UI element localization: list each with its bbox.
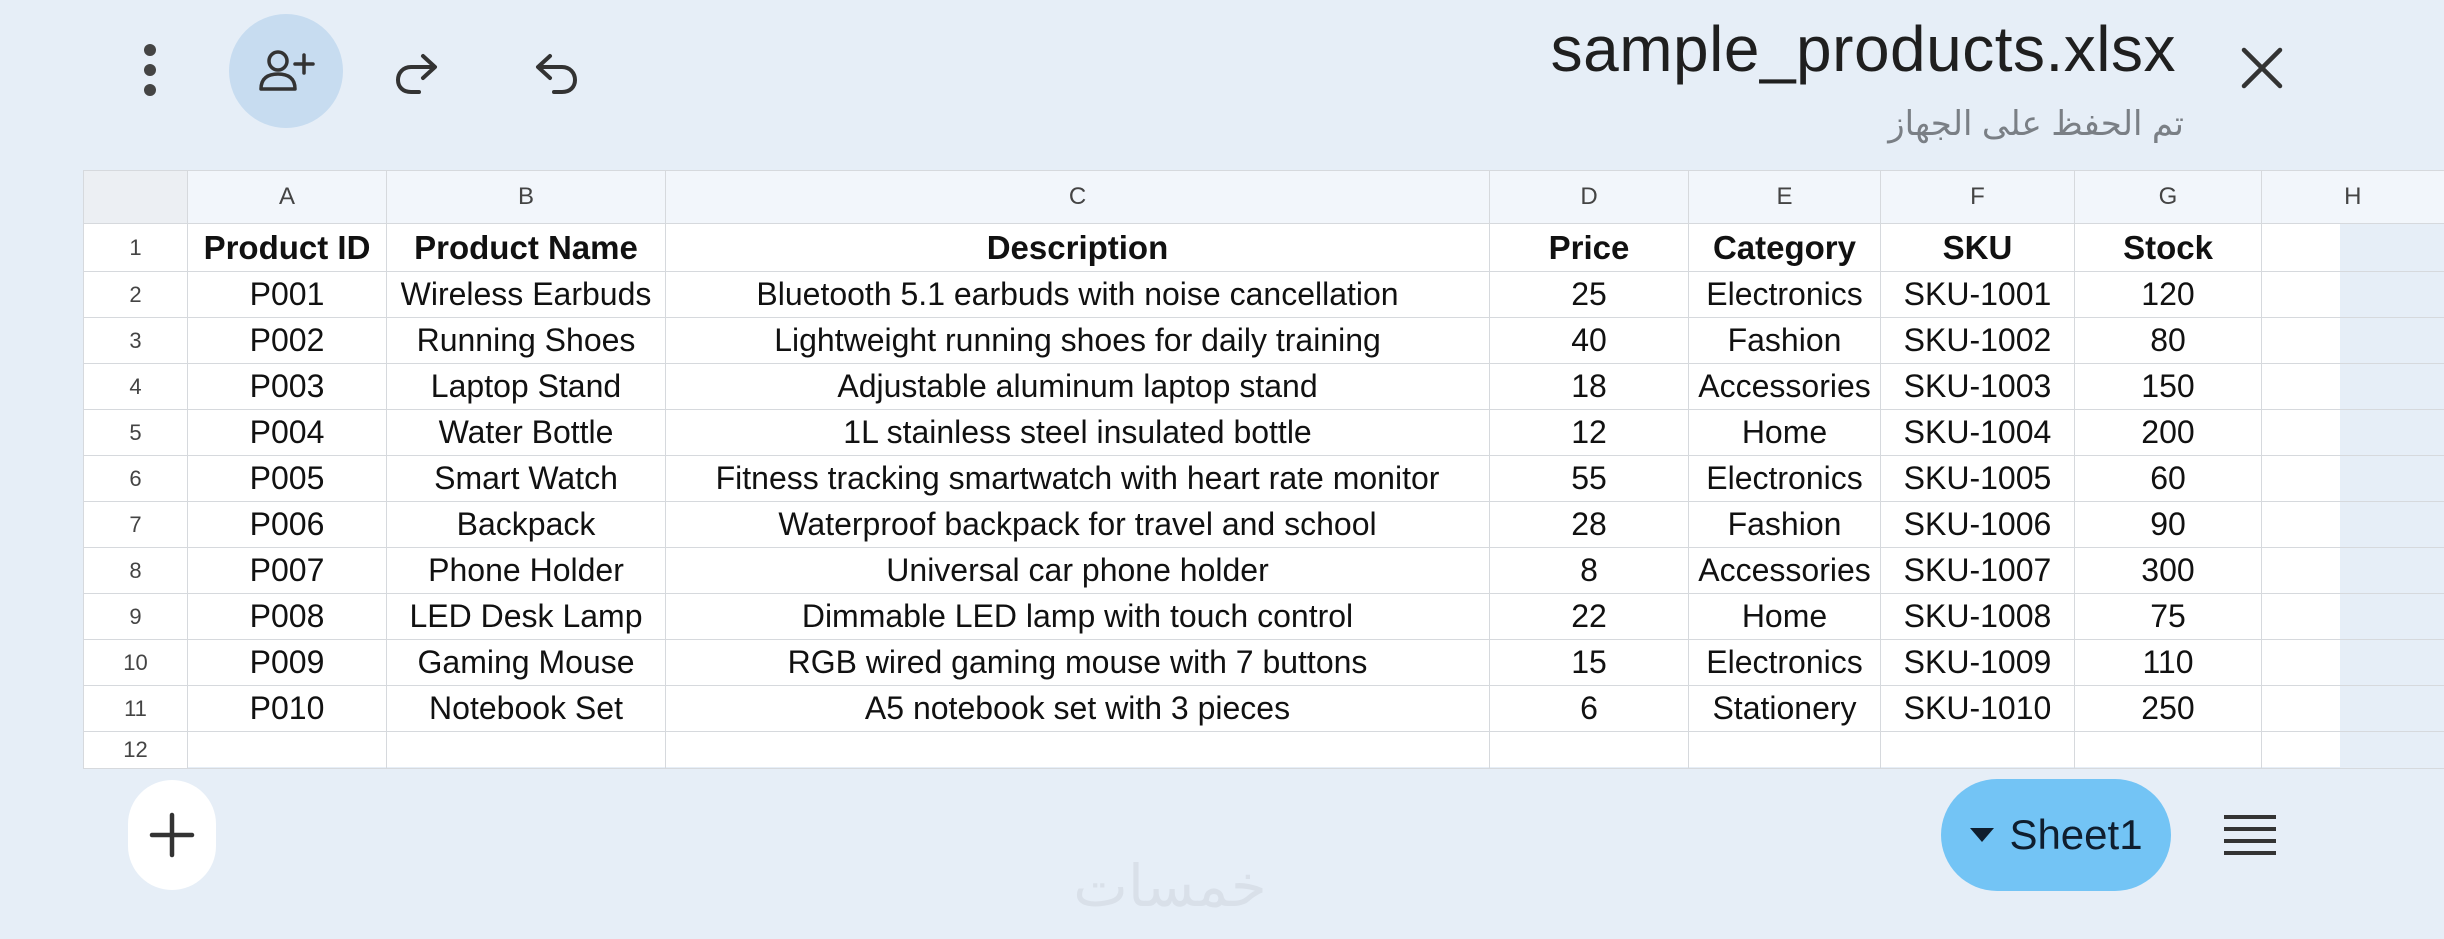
cell[interactable] bbox=[2262, 224, 2444, 272]
cell[interactable]: 75 bbox=[2075, 594, 2262, 640]
cell[interactable]: Home bbox=[1689, 410, 1881, 456]
cell[interactable]: SKU-1001 bbox=[1881, 272, 2075, 318]
cell[interactable]: 40 bbox=[1490, 318, 1689, 364]
table-row bbox=[84, 456, 2444, 502]
column-header[interactable]: F bbox=[1881, 171, 2075, 224]
cell[interactable]: 110 bbox=[2075, 640, 2262, 686]
cell[interactable]: SKU-1007 bbox=[1881, 548, 2075, 594]
cell[interactable] bbox=[2262, 410, 2444, 456]
cell[interactable]: P003 bbox=[188, 364, 387, 410]
cell[interactable]: 150 bbox=[2075, 364, 2262, 410]
sheet-list-button[interactable] bbox=[2220, 805, 2280, 865]
select-all-corner[interactable] bbox=[84, 171, 188, 224]
cell[interactable] bbox=[2262, 502, 2444, 548]
cell[interactable]: 55 bbox=[1490, 456, 1689, 502]
cell[interactable]: P009 bbox=[188, 640, 387, 686]
table-row bbox=[84, 272, 2444, 318]
cell[interactable]: Wireless Earbuds bbox=[387, 272, 666, 318]
triangle-down-icon bbox=[1969, 827, 1995, 843]
cell[interactable]: Lightweight running shoes for daily training bbox=[666, 318, 1490, 364]
cell[interactable]: Laptop Stand bbox=[387, 364, 666, 410]
file-title: sample_products.xlsx bbox=[1550, 13, 2176, 85]
cell[interactable]: SKU-1010 bbox=[1881, 686, 2075, 732]
undo-icon bbox=[530, 51, 580, 95]
cell[interactable] bbox=[2262, 732, 2444, 769]
cell[interactable]: Stationery bbox=[1689, 686, 1881, 732]
cell[interactable]: 28 bbox=[1490, 502, 1689, 548]
cell[interactable]: SKU-1004 bbox=[1881, 410, 2075, 456]
cell[interactable]: 200 bbox=[2075, 410, 2262, 456]
cell[interactable]: 12 bbox=[1490, 410, 1689, 456]
table-row bbox=[84, 594, 2444, 640]
cell[interactable] bbox=[2262, 456, 2444, 502]
table-row bbox=[84, 640, 2444, 686]
cell[interactable]: P008 bbox=[188, 594, 387, 640]
cell[interactable]: P007 bbox=[188, 548, 387, 594]
row-header[interactable]: 12 bbox=[84, 732, 188, 769]
sheet-tab-label: Sheet1 bbox=[2009, 811, 2143, 858]
cell[interactable]: 120 bbox=[2075, 272, 2262, 318]
cell[interactable]: Gaming Mouse bbox=[387, 640, 666, 686]
cell[interactable]: SKU-1009 bbox=[1881, 640, 2075, 686]
cell[interactable]: 80 bbox=[2075, 318, 2262, 364]
cell[interactable]: Water Bottle bbox=[387, 410, 666, 456]
cell[interactable]: Accessories bbox=[1689, 548, 1881, 594]
column-header[interactable]: B bbox=[387, 171, 666, 224]
close-icon bbox=[2240, 46, 2284, 90]
column-header[interactable]: G bbox=[2075, 171, 2262, 224]
cell[interactable]: Adjustable aluminum laptop stand bbox=[666, 364, 1490, 410]
cell[interactable] bbox=[188, 732, 387, 769]
cell[interactable] bbox=[387, 732, 666, 769]
watermark-logo bbox=[1025, 850, 1315, 924]
cell[interactable]: Home bbox=[1689, 594, 1881, 640]
sheet-tab-sheet1[interactable] bbox=[1941, 779, 2171, 891]
table-row bbox=[84, 364, 2444, 410]
share-button[interactable] bbox=[229, 14, 343, 128]
cell[interactable]: 15 bbox=[1490, 640, 1689, 686]
person-add-icon bbox=[258, 49, 314, 93]
undo-button[interactable] bbox=[522, 40, 588, 106]
cell[interactable]: Universal car phone holder bbox=[666, 548, 1490, 594]
cell[interactable]: Fashion bbox=[1689, 318, 1881, 364]
row-header[interactable]: 5 bbox=[84, 410, 188, 456]
redo-icon bbox=[393, 51, 443, 95]
cell[interactable] bbox=[1689, 732, 1881, 769]
list-icon bbox=[2223, 813, 2277, 857]
cell[interactable]: SKU-1002 bbox=[1881, 318, 2075, 364]
cell[interactable]: Product ID bbox=[188, 224, 387, 272]
cell[interactable] bbox=[2262, 686, 2444, 732]
cell[interactable] bbox=[2262, 318, 2444, 364]
row-header[interactable]: 4 bbox=[84, 364, 188, 410]
more-options-button[interactable] bbox=[120, 40, 180, 100]
cell[interactable] bbox=[2262, 640, 2444, 686]
column-header[interactable]: C bbox=[666, 171, 1490, 224]
row-header[interactable]: 3 bbox=[84, 318, 188, 364]
cell[interactable]: SKU-1008 bbox=[1881, 594, 2075, 640]
cell[interactable]: Electronics bbox=[1689, 272, 1881, 318]
cell[interactable]: P001 bbox=[188, 272, 387, 318]
cell[interactable]: 300 bbox=[2075, 548, 2262, 594]
cell[interactable]: Phone Holder bbox=[387, 548, 666, 594]
cell[interactable]: SKU-1006 bbox=[1881, 502, 2075, 548]
table-row bbox=[84, 548, 2444, 594]
cell[interactable]: P006 bbox=[188, 502, 387, 548]
row-header[interactable]: 1 bbox=[84, 224, 188, 272]
plus-icon bbox=[149, 812, 195, 858]
table-row bbox=[84, 318, 2444, 364]
cell[interactable]: 18 bbox=[1490, 364, 1689, 410]
cell[interactable]: 22 bbox=[1490, 594, 1689, 640]
cell[interactable]: P010 bbox=[188, 686, 387, 732]
cell[interactable]: SKU-1003 bbox=[1881, 364, 2075, 410]
cell[interactable]: Electronics bbox=[1689, 456, 1881, 502]
cell[interactable]: 25 bbox=[1490, 272, 1689, 318]
cell[interactable]: 60 bbox=[2075, 456, 2262, 502]
cell[interactable] bbox=[666, 732, 1490, 769]
more-vert-icon bbox=[140, 43, 160, 97]
cell[interactable]: Notebook Set bbox=[387, 686, 666, 732]
cell[interactable] bbox=[2262, 594, 2444, 640]
cell[interactable] bbox=[2262, 272, 2444, 318]
column-header[interactable]: D bbox=[1490, 171, 1689, 224]
row-header[interactable]: 8 bbox=[84, 548, 188, 594]
cell[interactable]: SKU-1005 bbox=[1881, 456, 2075, 502]
row-header[interactable]: 6 bbox=[84, 456, 188, 502]
svg-text:خمسات: خمسات bbox=[1073, 852, 1267, 920]
cell[interactable]: 90 bbox=[2075, 502, 2262, 548]
column-header[interactable]: E bbox=[1689, 171, 1881, 224]
cell[interactable] bbox=[2262, 548, 2444, 594]
cell[interactable]: RGB wired gaming mouse with 7 buttons bbox=[666, 640, 1490, 686]
cell[interactable]: Fitness tracking smartwatch with heart rate monitor bbox=[666, 456, 1490, 502]
cell[interactable]: P004 bbox=[188, 410, 387, 456]
column-header[interactable]: A bbox=[188, 171, 387, 224]
cell[interactable]: Price bbox=[1490, 224, 1689, 272]
cell[interactable]: Backpack bbox=[387, 502, 666, 548]
cell[interactable]: Category bbox=[1689, 224, 1881, 272]
cell[interactable] bbox=[2262, 364, 2444, 410]
row-header[interactable]: 11 bbox=[84, 686, 188, 732]
cell[interactable]: Description bbox=[666, 224, 1490, 272]
row-header[interactable]: 10 bbox=[84, 640, 188, 686]
cell[interactable]: Smart Watch bbox=[387, 456, 666, 502]
row-header[interactable]: 7 bbox=[84, 502, 188, 548]
table-row bbox=[84, 410, 2444, 456]
cell[interactable]: SKU bbox=[1881, 224, 2075, 272]
spreadsheet-grid[interactable] bbox=[83, 170, 2362, 767]
cell[interactable]: P002 bbox=[188, 318, 387, 364]
save-status: تم الحفظ على الجهاز bbox=[1888, 105, 2184, 143]
cell[interactable]: Electronics bbox=[1689, 640, 1881, 686]
row-header[interactable]: 9 bbox=[84, 594, 188, 640]
cell[interactable]: 1L stainless steel insulated bottle bbox=[666, 410, 1490, 456]
cell[interactable] bbox=[1881, 732, 2075, 769]
cell[interactable]: 6 bbox=[1490, 686, 1689, 732]
row-header[interactable]: 2 bbox=[84, 272, 188, 318]
redo-button[interactable] bbox=[385, 40, 451, 106]
cell[interactable]: A5 notebook set with 3 pieces bbox=[666, 686, 1490, 732]
table-row bbox=[84, 502, 2444, 548]
cell[interactable]: Waterproof backpack for travel and school bbox=[666, 502, 1490, 548]
close-button[interactable] bbox=[2232, 38, 2292, 98]
cell[interactable]: P005 bbox=[188, 456, 387, 502]
cell[interactable]: 8 bbox=[1490, 548, 1689, 594]
table-row bbox=[84, 732, 2444, 769]
cell[interactable]: Product Name bbox=[387, 224, 666, 272]
table-row bbox=[84, 224, 2444, 272]
cell[interactable]: LED Desk Lamp bbox=[387, 594, 666, 640]
cell[interactable] bbox=[1490, 732, 1689, 769]
cell[interactable]: 250 bbox=[2075, 686, 2262, 732]
cell[interactable]: Running Shoes bbox=[387, 318, 666, 364]
column-header[interactable]: H bbox=[2262, 171, 2444, 224]
cell[interactable]: Fashion bbox=[1689, 502, 1881, 548]
cell[interactable]: Dimmable LED lamp with touch control bbox=[666, 594, 1490, 640]
cell[interactable]: Bluetooth 5.1 earbuds with noise cancellation bbox=[666, 272, 1490, 318]
cell[interactable]: Accessories bbox=[1689, 364, 1881, 410]
cell[interactable] bbox=[2075, 732, 2262, 769]
add-sheet-button[interactable] bbox=[128, 780, 216, 890]
cell[interactable]: Stock bbox=[2075, 224, 2262, 272]
table-row bbox=[84, 686, 2444, 732]
